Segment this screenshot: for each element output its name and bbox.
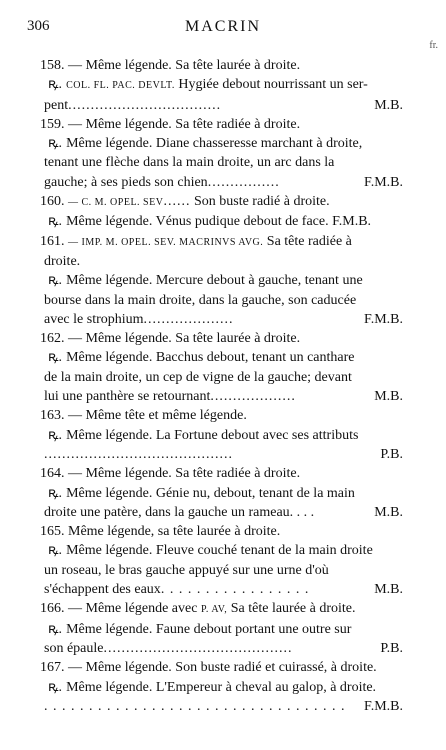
- leader-dots: ..........................................: [44, 446, 233, 462]
- size-mark: M.B.: [374, 582, 403, 598]
- reverse-text: son épaule: [44, 640, 104, 656]
- margin-note: fr.: [429, 40, 438, 51]
- entry-159-obverse: [40, 115, 403, 134]
- leader-dots: ..........................................: [103, 640, 293, 656]
- obverse-text: Même légende, sa tête laurée à droite.: [68, 524, 281, 540]
- entry-161-obverse: [40, 232, 403, 252]
- obverse-text: Son buste radié à droite.: [193, 194, 330, 210]
- entry-161-reverse-cont: bourse dans la main droite, dans la gauche, son caducée: [44, 292, 357, 308]
- reverse-text: droite une patère, dans la gauche un rameau. . . .: [44, 504, 315, 520]
- entry-number: 163.: [40, 408, 65, 424]
- entry-163-reverse: [44, 426, 403, 445]
- entry-number: 158.: [40, 58, 65, 73]
- size-mark: M.B.: [374, 389, 403, 405]
- entry-number: 162.: [40, 331, 65, 347]
- entry-164-reverse-end: [44, 503, 403, 522]
- obverse-text: — Même légende. Sa tête radiée à droite.: [68, 466, 301, 482]
- size-mark: M.B.: [374, 97, 403, 113]
- obverse-text: — Même légende. Sa tête laurée à droite.: [68, 331, 301, 347]
- entry-167-reverse-end: [44, 697, 403, 716]
- obverse-text: Sa tête radiée à: [266, 233, 352, 249]
- reverse-text: Hygiée debout nourrissant un ser-: [178, 77, 368, 93]
- entry-164-obverse: [40, 464, 403, 483]
- reverse-text: Même légende. Vénus pudique debout de face.: [66, 214, 329, 230]
- entry-162-reverse: [44, 348, 403, 367]
- page-number: 306: [27, 18, 50, 34]
- entry-160-obverse: [40, 192, 403, 212]
- reverse-symbol: ꝶ.: [48, 427, 63, 443]
- entry-number: 167.: [40, 660, 65, 676]
- obverse-text: — Même légende. Sa tête laurée à droite.: [68, 58, 301, 73]
- obverse-text: — Même légende. Son buste radié et cuirassé, à droite.: [68, 660, 377, 676]
- entry-160-reverse: [44, 212, 403, 231]
- entry-159-reverse-end: [44, 173, 403, 192]
- entry-number: 160.: [40, 194, 65, 210]
- size-mark: F.M.B.: [364, 311, 403, 327]
- entry-159-reverse: [44, 134, 403, 153]
- entry-158-obverse: [40, 56, 403, 75]
- obverse-text: — Même légende avec: [68, 601, 198, 617]
- reverse-text: s'échappent des eaux: [44, 582, 161, 598]
- reverse-text: pent: [44, 97, 69, 113]
- reverse-text: Même légende. Génie nu, debout, tenant de la main: [66, 485, 355, 501]
- reverse-text: avec le strophium: [44, 311, 144, 327]
- entry-162-reverse-end: [44, 387, 403, 406]
- reverse-symbol: ꝶ.: [48, 214, 63, 230]
- leader-dots: ....................: [143, 311, 234, 327]
- entry-number: 161.: [40, 233, 65, 249]
- reverse-symbol: ꝶ.: [48, 350, 63, 366]
- size-mark: F.M.B.: [364, 174, 403, 190]
- entry-159-reverse-cont: tenant une flèche dans la main droite, un arc dans la: [44, 155, 335, 171]
- reverse-symbol: ꝶ.: [48, 136, 63, 152]
- entry-number: 159.: [40, 116, 65, 132]
- entry-167-reverse: [44, 678, 403, 697]
- catalogue-text: [40, 56, 403, 716]
- obverse-text: — Même tête et même légende.: [68, 408, 247, 424]
- entry-163-obverse: [40, 406, 403, 425]
- leader-dots: ................: [207, 174, 280, 190]
- obverse-text: Sa tête laurée à droite.: [230, 601, 356, 617]
- leader-dots: ..................................: [68, 97, 222, 113]
- reverse-symbol: ꝶ.: [48, 679, 63, 695]
- reverse-symbol: ꝶ.: [48, 543, 63, 559]
- entry-165-reverse-cont: un roseau, le bras gauche appuyé sur une urne d'où: [44, 562, 329, 578]
- entry-number: 165.: [40, 524, 65, 540]
- entry-166-reverse-end: [44, 639, 403, 658]
- entry-158-reverse: [44, 75, 403, 95]
- entry-166-reverse: [44, 620, 403, 639]
- reverse-text: Même légende. Bacchus debout, tenant un canthare: [66, 350, 355, 366]
- entry-162-reverse-cont: de la main droite, un cep de vigne de la gauche; devant: [44, 369, 352, 385]
- reverse-text: Même légende. La Fortune debout avec ses attributs: [66, 427, 359, 443]
- size-mark: F.M.B.: [332, 214, 372, 230]
- entry-number: 166.: [40, 601, 65, 617]
- reverse-symbol: ꝶ.: [48, 621, 63, 637]
- reverse-text: Même légende. Fleuve couché tenant de la main droite: [66, 543, 373, 559]
- size-mark: M.B.: [374, 504, 403, 520]
- reverse-legend: COL. FL. PAC. DEVLT.: [66, 80, 175, 92]
- entry-165-obverse: [40, 522, 403, 541]
- reverse-text: gauche; à ses pieds son chien: [44, 174, 208, 190]
- size-mark: P.B.: [380, 446, 403, 462]
- entry-163-reverse-end: [44, 445, 403, 464]
- reverse-text: Même légende. Mercure debout à gauche, tenant une: [66, 273, 363, 289]
- entry-162-obverse: [40, 329, 403, 348]
- leader-dots: ......: [163, 194, 191, 210]
- leader-dots: ...................: [210, 389, 296, 405]
- entry-165-reverse: [44, 541, 403, 560]
- reverse-text: lui une panthère se retournant: [44, 389, 211, 405]
- entry-164-reverse: [44, 484, 403, 503]
- entry-161-obverse-cont: droite.: [44, 253, 81, 269]
- reverse-symbol: ꝶ.: [48, 273, 63, 289]
- reverse-symbol: ꝶ.: [48, 77, 63, 93]
- obverse-legend: — IMP. M. OPEL. SEV. MACRINVS AVG.: [68, 236, 264, 248]
- obverse-text: — Même légende. Sa tête radiée à droite.: [68, 116, 301, 132]
- reverse-text: Même légende. L'Empereur à cheval au galop, à droite.: [66, 679, 377, 695]
- entry-167-obverse: [40, 658, 403, 677]
- entry-165-reverse-end: [44, 580, 403, 599]
- running-head: MACRIN: [184, 18, 261, 35]
- entry-161-reverse: [44, 271, 403, 290]
- obverse-legend: — C. M. OPEL. SEV: [68, 197, 164, 209]
- entry-158-reverse-cont: [44, 96, 403, 115]
- reverse-symbol: ꝶ.: [48, 485, 63, 501]
- reverse-text: Même légende. Diane chasseresse marchant à droite,: [66, 136, 363, 152]
- entry-number: 164.: [40, 466, 65, 482]
- entry-161-reverse-end: [44, 310, 403, 329]
- leader-dots: . . . . . . . . . . . . . . . . . . . . . . . . . . . . . . . . . .: [44, 698, 346, 714]
- obverse-legend: P. AV,: [200, 604, 228, 616]
- size-mark: P.B.: [380, 640, 403, 656]
- leader-dots: . . . . . . . . . . . . . . . . .: [160, 582, 310, 598]
- entry-166-obverse: [40, 599, 403, 619]
- size-mark: F.M.B.: [364, 698, 403, 714]
- reverse-text: Même légende. Faune debout portant une outre sur: [66, 621, 352, 637]
